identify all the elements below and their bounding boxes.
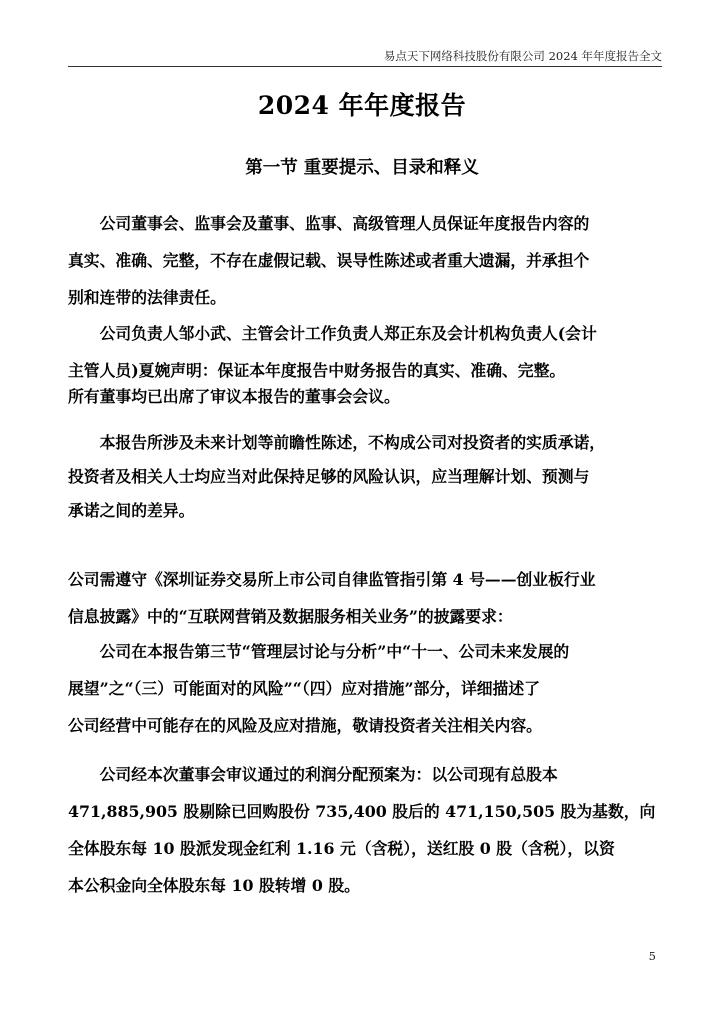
- disclosure-requirement-paragraph: [68, 561, 646, 635]
- text-line: 展望”之“（三）可能面对的风险”“（四）应对措施”部分，详细描述了: [68, 679, 540, 698]
- running-header: 易点天下网络科技股份有限公司 2024 年年度报告全文: [383, 49, 662, 63]
- text-line: 公司经营中可能存在的风险及应对措施，敬请投资者关注相关内容。: [68, 716, 542, 735]
- text-line: 公司需遵守《深圳证券交易所上市公司自律监管指引第 4 号——创业板行业: [68, 570, 596, 589]
- text-line: 投资者及相关人士均应当对此保持足够的风险认识，应当理解计划、预测与: [68, 467, 590, 486]
- text-line: 公司负责人邹小武、主管会计工作负责人郑正东及会计机构负责人(会计: [68, 324, 597, 343]
- text-line: 公司董事会、监事会及董事、监事、高级管理人员保证年度报告内容的: [68, 214, 590, 233]
- text-line: 公司在本报告第三节“管理层讨论与分析”中“十一、公司未来发展的: [68, 642, 570, 661]
- forward-looking-paragraph: [68, 426, 646, 528]
- profit-distribution-paragraph: [68, 756, 656, 904]
- directors-attendance-paragraph: [68, 378, 646, 415]
- text-line: 公司经本次董事会审议通过的利润分配预案为：以公司现有总股本: [68, 765, 558, 784]
- risk-description-paragraph: [68, 633, 646, 744]
- text-line: 承诺之间的差异。: [68, 501, 195, 520]
- text-line: 真实、准确、完整，不存在虚假记载、误导性陈述或者重大遗漏，并承担个: [68, 251, 590, 270]
- text-line: 主管人员)夏婉声明：保证本年度报告中财务报告的真实、准确、完整。: [68, 361, 566, 380]
- document-title: 2024 年年度报告: [257, 91, 467, 120]
- section-heading: 第一节 重要提示、目录和释义: [245, 158, 479, 178]
- board-guarantee-paragraph: [68, 205, 646, 316]
- header-divider: [68, 66, 662, 67]
- text-line: 本报告所涉及未来计划等前瞻性陈述，不构成公司对投资者的实质承诺，: [68, 433, 606, 452]
- text-line: 别和连带的法律责任。: [68, 288, 226, 307]
- text-line: 本公积金向全体股东每 10 股转增 0 股。: [68, 876, 360, 895]
- text-line: 471,885,905 股剔除已回购股份 735,400 股后的 471,150,505 股为基数，向: [68, 802, 656, 821]
- page-number: 5: [648, 949, 656, 963]
- text-line: 全体股东每 10 股派发现金红利 1.16 元（含税），送红股 0 股（含税），以资: [68, 839, 615, 858]
- text-line: 所有董事均已出席了审议本报告的董事会会议。: [68, 387, 400, 406]
- text-line: 信息披露》中的“互联网营销及数据服务相关业务”的披露要求：: [68, 607, 513, 626]
